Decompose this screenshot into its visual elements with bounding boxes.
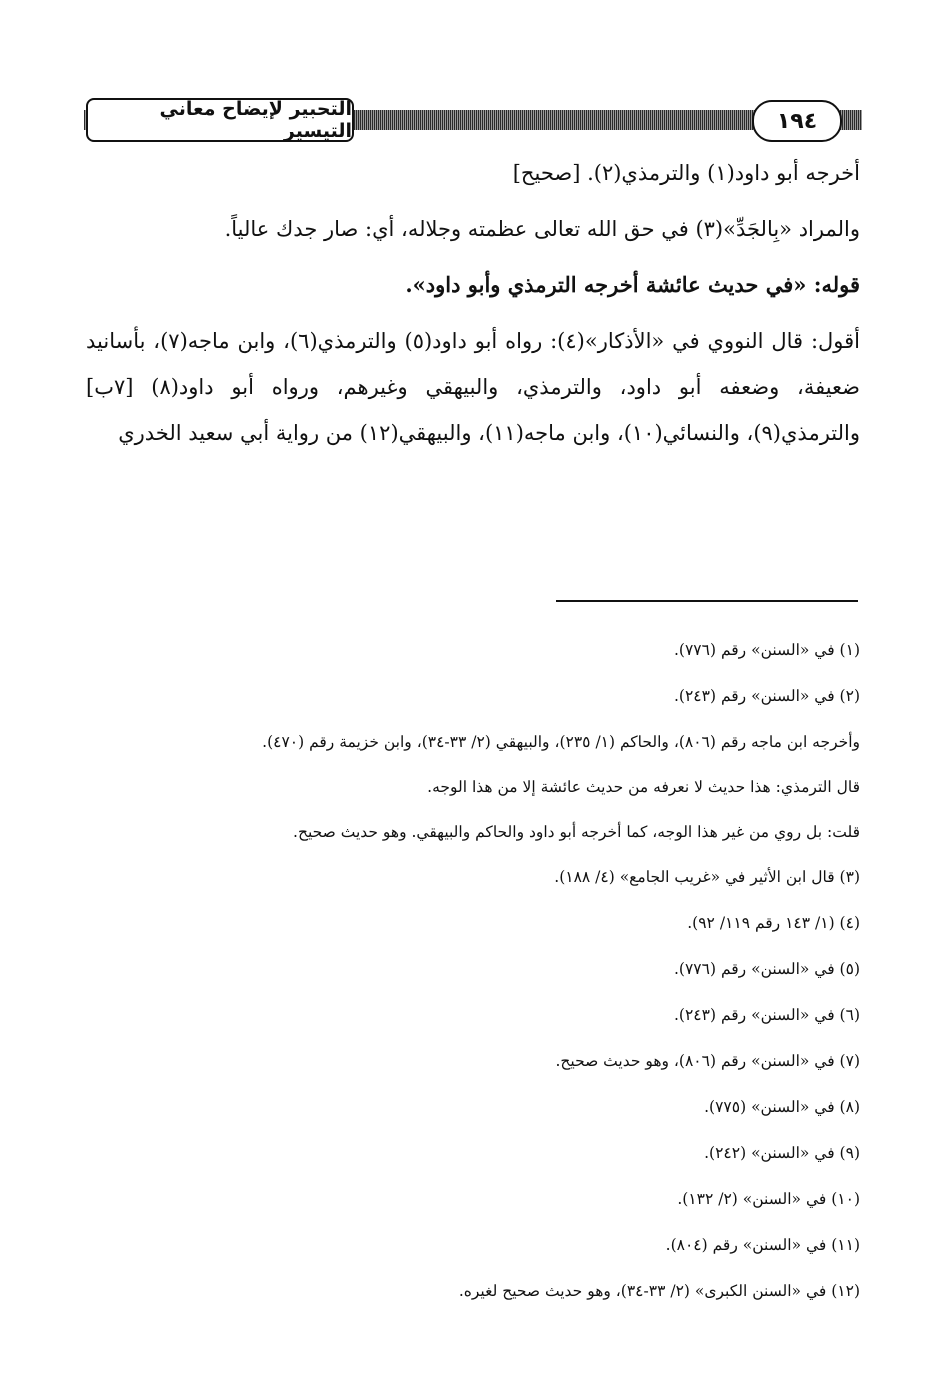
paragraph: أخرجه أبو داود(١) والترمذي(٢). [صحيح] (512, 161, 860, 185)
footnote: قلت: بل روي من غير هذا الوجه، كما أخرجه أبو داود والحاكم والبيهقي. وهو حديث صحيح. (293, 823, 860, 841)
footnote: (١٢) في «السنن الكبرى» (٢/ ٣٣-٣٤)، وهو حديث صحيح لغيره. (458, 1282, 860, 1300)
paragraph-quote: قوله: «في حديث عائشة أخرجه الترمذي وأبو داود». (405, 272, 860, 297)
book-title: التحبير لإيضاح معاني التيسير (86, 98, 354, 142)
footnote: (١) في «السنن» رقم (٧٧٦). (674, 641, 860, 659)
footnote: وأخرجه ابن ماجه رقم (٨٠٦)، والحاكم (١/ ٢٣٥)، والبيهقي (٢/ ٣٣-٣٤)، وابن خزيمة رقم (٤٧٠). (262, 733, 860, 751)
footnote: (٥) في «السنن» رقم (٧٧٦). (674, 960, 860, 978)
footnote: (٣) قال ابن الأثير في «غريب الجامع» (٤/ ١٨٨). (554, 868, 860, 886)
footnote: قال الترمذي: هذا حديث لا نعرفه من حديث عائشة إلا من هذا الوجه. (427, 778, 860, 796)
paragraph: والمراد «بِالجَدِّ»(٣) في حق الله تعالى عظمته وجلاله، أي: صار جدك عالياً. (224, 217, 860, 241)
page-number: ١٩٤ (752, 100, 842, 142)
footnote: (٢) في «السنن» رقم (٢٤٣). (674, 687, 860, 705)
footnote: (٧) في «السنن» رقم (٨٠٦)، وهو حديث صحيح. (555, 1052, 860, 1070)
footnote: (١١) في «السنن» رقم (٨٠٤). (665, 1236, 860, 1254)
footnote: (٩) في «السنن» (٢٤٢). (704, 1144, 860, 1162)
footnote: (٨) في «السنن» (٧٧٥). (704, 1098, 860, 1116)
page-header (84, 98, 862, 146)
footnote: (٤) (١/ ١٤٣ رقم ١١٩/ ٩٢). (687, 914, 860, 932)
footnote-separator (556, 600, 858, 602)
main-text (86, 150, 860, 466)
footnote: (١٠) في «السنن» (٢/ ١٣٢). (677, 1190, 860, 1208)
footnotes (86, 636, 860, 1323)
footnote: (٦) في «السنن» رقم (٢٤٣). (674, 1006, 860, 1024)
paragraph: أقول: قال النووي في «الأذكار»(٤): رواه أبو داود(٥) والترمذي(٦)، وابن ماجه(٧)، بأسانيد ضعيفة، وضعفه أبو داود، والترمذي، والبيهقي وغيرهم، ورواه أبو داود(٨) [٧ب] والترمذي(٩)، والنسائي(١٠)، وابن ماجه(١١)، والبيهقي(١٢) من رواية أبي سعيد الخدري (86, 329, 860, 445)
